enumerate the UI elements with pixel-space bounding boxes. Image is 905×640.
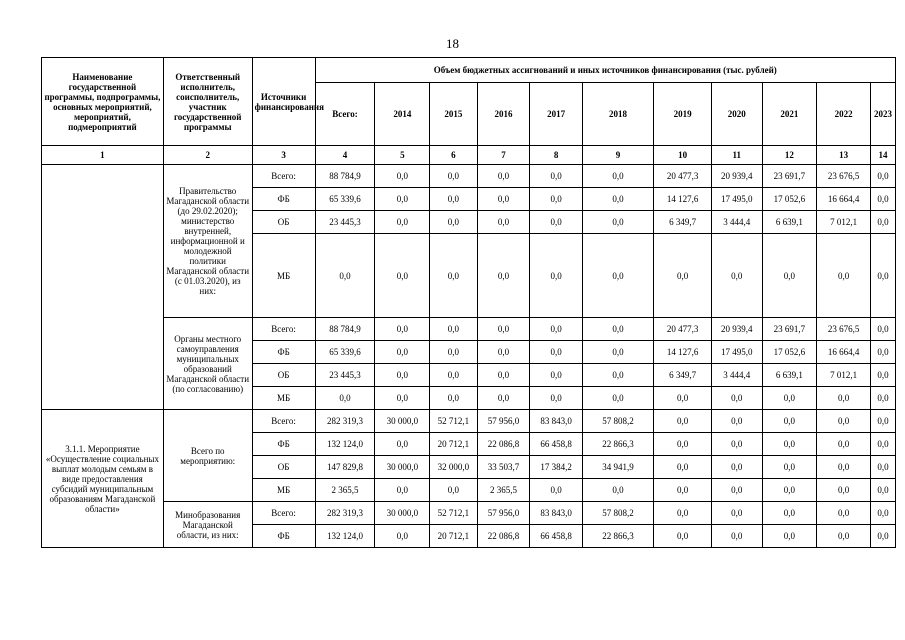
value-cell: 147 829,8 bbox=[315, 456, 375, 479]
value-cell: 14 127,6 bbox=[654, 188, 712, 211]
value-cell: 0,0 bbox=[530, 318, 583, 341]
value-cell: 0,0 bbox=[430, 364, 477, 387]
value-cell: 0,0 bbox=[870, 318, 895, 341]
value-cell: 0,0 bbox=[870, 456, 895, 479]
header-year-0: Всего: bbox=[315, 83, 375, 146]
value-cell: 57 808,2 bbox=[582, 410, 653, 433]
value-cell: 0,0 bbox=[430, 211, 477, 234]
header-year-6: 2019 bbox=[654, 83, 712, 146]
value-cell: 16 664,4 bbox=[817, 188, 871, 211]
value-cell: 6 639,1 bbox=[762, 211, 817, 234]
header-program-name: Наименование государственной программы, подпрограммы, основных мероприятий, мероприятий, подмероприятий bbox=[42, 58, 164, 146]
value-cell: 282 319,3 bbox=[315, 502, 375, 525]
header-budget-group: Объем бюджетных ассигнований и иных источников финансирования (тыс. рублей) bbox=[315, 58, 895, 83]
value-cell: 14 127,6 bbox=[654, 341, 712, 364]
value-cell: 65 339,6 bbox=[315, 341, 375, 364]
value-cell: 33 503,7 bbox=[477, 456, 530, 479]
value-cell: 0,0 bbox=[654, 525, 712, 548]
value-cell: 0,0 bbox=[817, 502, 871, 525]
value-cell: 0,0 bbox=[582, 341, 653, 364]
value-cell: 23 676,5 bbox=[817, 165, 871, 188]
value-cell: 7 012,1 bbox=[817, 364, 871, 387]
value-cell: 0,0 bbox=[477, 387, 530, 410]
value-cell: 0,0 bbox=[315, 234, 375, 318]
value-cell: 0,0 bbox=[711, 234, 762, 318]
header-sources: Источники финансирования bbox=[252, 58, 315, 146]
source-cell: Всего: bbox=[252, 165, 315, 188]
value-cell: 23 691,7 bbox=[762, 318, 817, 341]
source-cell: МБ bbox=[252, 234, 315, 318]
value-cell: 66 458,8 bbox=[530, 525, 583, 548]
value-cell: 0,0 bbox=[711, 525, 762, 548]
header-col-number-8: 8 bbox=[530, 146, 583, 165]
source-cell: МБ bbox=[252, 479, 315, 502]
budget-table bbox=[41, 57, 896, 548]
value-cell: 0,0 bbox=[762, 502, 817, 525]
header-year-7: 2020 bbox=[711, 83, 762, 146]
value-cell: 22 866,3 bbox=[582, 525, 653, 548]
value-cell: 0,0 bbox=[762, 234, 817, 318]
value-cell: 0,0 bbox=[817, 410, 871, 433]
header-col-number-5: 5 bbox=[375, 146, 430, 165]
value-cell: 0,0 bbox=[817, 479, 871, 502]
value-cell: 0,0 bbox=[817, 456, 871, 479]
value-cell: 0,0 bbox=[375, 234, 430, 318]
value-cell: 17 052,6 bbox=[762, 188, 817, 211]
value-cell: 32 000,0 bbox=[430, 456, 477, 479]
value-cell: 0,0 bbox=[375, 479, 430, 502]
value-cell: 0,0 bbox=[870, 433, 895, 456]
value-cell: 0,0 bbox=[530, 188, 583, 211]
value-cell: 30 000,0 bbox=[375, 410, 430, 433]
value-cell: 0,0 bbox=[654, 479, 712, 502]
value-cell: 0,0 bbox=[375, 211, 430, 234]
value-cell: 132 124,0 bbox=[315, 525, 375, 548]
header-year-4: 2017 bbox=[530, 83, 583, 146]
value-cell: 0,0 bbox=[375, 165, 430, 188]
value-cell: 22 086,8 bbox=[477, 433, 530, 456]
value-cell: 0,0 bbox=[711, 387, 762, 410]
source-cell: МБ bbox=[252, 387, 315, 410]
value-cell: 0,0 bbox=[654, 433, 712, 456]
value-cell: 0,0 bbox=[582, 234, 653, 318]
value-cell: 0,0 bbox=[582, 165, 653, 188]
value-cell: 0,0 bbox=[870, 387, 895, 410]
source-cell: ОБ bbox=[252, 456, 315, 479]
value-cell: 6 349,7 bbox=[654, 211, 712, 234]
value-cell: 30 000,0 bbox=[375, 456, 430, 479]
value-cell: 0,0 bbox=[375, 341, 430, 364]
header-year-8: 2021 bbox=[762, 83, 817, 146]
value-cell: 0,0 bbox=[430, 234, 477, 318]
value-cell: 0,0 bbox=[582, 211, 653, 234]
header-col-number-9: 9 bbox=[582, 146, 653, 165]
value-cell: 22 086,8 bbox=[477, 525, 530, 548]
value-cell: 0,0 bbox=[711, 502, 762, 525]
value-cell: 0,0 bbox=[477, 234, 530, 318]
header-col-number-4: 4 bbox=[315, 146, 375, 165]
header-col-number-7: 7 bbox=[477, 146, 530, 165]
value-cell: 52 712,1 bbox=[430, 502, 477, 525]
source-cell: Всего: bbox=[252, 502, 315, 525]
value-cell: 0,0 bbox=[762, 479, 817, 502]
value-cell: 23 691,7 bbox=[762, 165, 817, 188]
header-col-number-1: 1 bbox=[42, 146, 164, 165]
value-cell: 0,0 bbox=[870, 410, 895, 433]
value-cell: 30 000,0 bbox=[375, 502, 430, 525]
header-responsible: Ответственный исполнитель, соисполнитель, участник государственной программы bbox=[163, 58, 252, 146]
value-cell: 0,0 bbox=[654, 234, 712, 318]
value-cell: 0,0 bbox=[582, 364, 653, 387]
value-cell: 0,0 bbox=[870, 502, 895, 525]
responsible-cell: Всего по мероприятию: bbox=[163, 410, 252, 502]
value-cell: 17 495,0 bbox=[711, 188, 762, 211]
value-cell: 20 712,1 bbox=[430, 433, 477, 456]
value-cell: 0,0 bbox=[530, 211, 583, 234]
value-cell: 0,0 bbox=[375, 364, 430, 387]
header-col-number-14: 14 bbox=[870, 146, 895, 165]
value-cell: 0,0 bbox=[375, 318, 430, 341]
header-year-5: 2018 bbox=[582, 83, 653, 146]
value-cell: 20 939,4 bbox=[711, 318, 762, 341]
value-cell: 0,0 bbox=[477, 165, 530, 188]
value-cell: 0,0 bbox=[375, 525, 430, 548]
value-cell: 20 939,4 bbox=[711, 165, 762, 188]
value-cell: 0,0 bbox=[817, 433, 871, 456]
value-cell: 0,0 bbox=[870, 234, 895, 318]
value-cell: 57 956,0 bbox=[477, 502, 530, 525]
value-cell: 0,0 bbox=[762, 387, 817, 410]
value-cell: 0,0 bbox=[477, 364, 530, 387]
value-cell: 0,0 bbox=[870, 341, 895, 364]
value-cell: 0,0 bbox=[654, 456, 712, 479]
value-cell: 0,0 bbox=[477, 211, 530, 234]
value-cell: 23 445,3 bbox=[315, 364, 375, 387]
value-cell: 0,0 bbox=[582, 479, 653, 502]
value-cell: 0,0 bbox=[870, 479, 895, 502]
value-cell: 0,0 bbox=[375, 387, 430, 410]
value-cell: 0,0 bbox=[530, 341, 583, 364]
value-cell: 0,0 bbox=[582, 387, 653, 410]
value-cell: 0,0 bbox=[477, 188, 530, 211]
value-cell: 0,0 bbox=[870, 188, 895, 211]
source-cell: ОБ bbox=[252, 364, 315, 387]
value-cell: 88 784,9 bbox=[315, 318, 375, 341]
source-cell: Всего: bbox=[252, 410, 315, 433]
source-cell: ОБ bbox=[252, 211, 315, 234]
value-cell: 0,0 bbox=[530, 364, 583, 387]
value-cell: 0,0 bbox=[582, 318, 653, 341]
value-cell: 0,0 bbox=[711, 479, 762, 502]
header-col-number-6: 6 bbox=[430, 146, 477, 165]
header-col-number-10: 10 bbox=[654, 146, 712, 165]
value-cell: 65 339,6 bbox=[315, 188, 375, 211]
value-cell: 0,0 bbox=[654, 387, 712, 410]
value-cell: 0,0 bbox=[870, 165, 895, 188]
value-cell: 0,0 bbox=[711, 433, 762, 456]
value-cell: 0,0 bbox=[530, 234, 583, 318]
value-cell: 17 384,2 bbox=[530, 456, 583, 479]
value-cell: 0,0 bbox=[530, 387, 583, 410]
value-cell: 0,0 bbox=[817, 387, 871, 410]
event-name-cell bbox=[42, 165, 164, 410]
value-cell: 0,0 bbox=[817, 234, 871, 318]
value-cell: 0,0 bbox=[870, 525, 895, 548]
source-cell: Всего: bbox=[252, 318, 315, 341]
header-col-number-2: 2 bbox=[163, 146, 252, 165]
value-cell: 23 445,3 bbox=[315, 211, 375, 234]
value-cell: 34 941,9 bbox=[582, 456, 653, 479]
value-cell: 0,0 bbox=[711, 410, 762, 433]
responsible-cell: Правительство Магаданской области (до 29.02.2020); министерство внутренней, информационной и молодежной политики Магаданской области (с 01.03.2020), из них: bbox=[163, 165, 252, 318]
value-cell: 6 639,1 bbox=[762, 364, 817, 387]
value-cell: 7 012,1 bbox=[817, 211, 871, 234]
value-cell: 0,0 bbox=[430, 479, 477, 502]
value-cell: 0,0 bbox=[430, 341, 477, 364]
value-cell: 0,0 bbox=[375, 188, 430, 211]
header-year-3: 2016 bbox=[477, 83, 530, 146]
header-col-number-11: 11 bbox=[711, 146, 762, 165]
value-cell: 57 956,0 bbox=[477, 410, 530, 433]
value-cell: 0,0 bbox=[430, 318, 477, 341]
value-cell: 0,0 bbox=[762, 456, 817, 479]
value-cell: 83 843,0 bbox=[530, 410, 583, 433]
value-cell: 0,0 bbox=[817, 525, 871, 548]
value-cell: 3 444,4 bbox=[711, 364, 762, 387]
header-year-1: 2014 bbox=[375, 83, 430, 146]
value-cell: 0,0 bbox=[430, 165, 477, 188]
event-name-cell: 3.1.1. Мероприятие «Осуществление социальных выплат молодым семьям в виде предоставления субсидий муниципальным образованиям Магаданской области» bbox=[42, 410, 164, 548]
header-year-2: 2015 bbox=[430, 83, 477, 146]
value-cell: 88 784,9 bbox=[315, 165, 375, 188]
value-cell: 17 495,0 bbox=[711, 341, 762, 364]
source-cell: ФБ bbox=[252, 341, 315, 364]
source-cell: ФБ bbox=[252, 433, 315, 456]
value-cell: 0,0 bbox=[375, 433, 430, 456]
value-cell: 0,0 bbox=[582, 188, 653, 211]
value-cell: 17 052,6 bbox=[762, 341, 817, 364]
responsible-cell: Органы местного самоуправления муниципальных образований Магаданской области (по согласованию) bbox=[163, 318, 252, 410]
value-cell: 2 365,5 bbox=[477, 479, 530, 502]
value-cell: 0,0 bbox=[430, 387, 477, 410]
value-cell: 132 124,0 bbox=[315, 433, 375, 456]
value-cell: 282 319,3 bbox=[315, 410, 375, 433]
table-row bbox=[42, 165, 896, 188]
value-cell: 0,0 bbox=[711, 456, 762, 479]
value-cell: 20 477,3 bbox=[654, 318, 712, 341]
header-year-10: 2023 bbox=[870, 83, 895, 146]
value-cell: 57 808,2 bbox=[582, 502, 653, 525]
value-cell: 0,0 bbox=[477, 341, 530, 364]
value-cell: 0,0 bbox=[870, 364, 895, 387]
header-year-9: 2022 bbox=[817, 83, 871, 146]
source-cell: ФБ bbox=[252, 188, 315, 211]
value-cell: 16 664,4 bbox=[817, 341, 871, 364]
table-row bbox=[42, 318, 896, 341]
page-number: 18 bbox=[446, 36, 459, 51]
value-cell: 0,0 bbox=[477, 318, 530, 341]
value-cell: 6 349,7 bbox=[654, 364, 712, 387]
value-cell: 0,0 bbox=[430, 188, 477, 211]
value-cell: 20 477,3 bbox=[654, 165, 712, 188]
value-cell: 3 444,4 bbox=[711, 211, 762, 234]
value-cell: 0,0 bbox=[654, 410, 712, 433]
value-cell: 0,0 bbox=[762, 433, 817, 456]
value-cell: 0,0 bbox=[762, 525, 817, 548]
value-cell: 83 843,0 bbox=[530, 502, 583, 525]
value-cell: 23 676,5 bbox=[817, 318, 871, 341]
responsible-cell: Минобразования Магаданской области, из них: bbox=[163, 502, 252, 548]
value-cell: 2 365,5 bbox=[315, 479, 375, 502]
value-cell: 0,0 bbox=[530, 479, 583, 502]
value-cell: 0,0 bbox=[654, 502, 712, 525]
value-cell: 0,0 bbox=[315, 387, 375, 410]
value-cell: 22 866,3 bbox=[582, 433, 653, 456]
value-cell: 52 712,1 bbox=[430, 410, 477, 433]
value-cell: 0,0 bbox=[870, 211, 895, 234]
header-col-number-12: 12 bbox=[762, 146, 817, 165]
value-cell: 0,0 bbox=[762, 410, 817, 433]
value-cell: 0,0 bbox=[530, 165, 583, 188]
source-cell: ФБ bbox=[252, 525, 315, 548]
table-row bbox=[42, 410, 896, 433]
header-col-number-3: 3 bbox=[252, 146, 315, 165]
value-cell: 66 458,8 bbox=[530, 433, 583, 456]
value-cell: 20 712,1 bbox=[430, 525, 477, 548]
table-row bbox=[42, 502, 896, 525]
header-col-number-13: 13 bbox=[817, 146, 871, 165]
